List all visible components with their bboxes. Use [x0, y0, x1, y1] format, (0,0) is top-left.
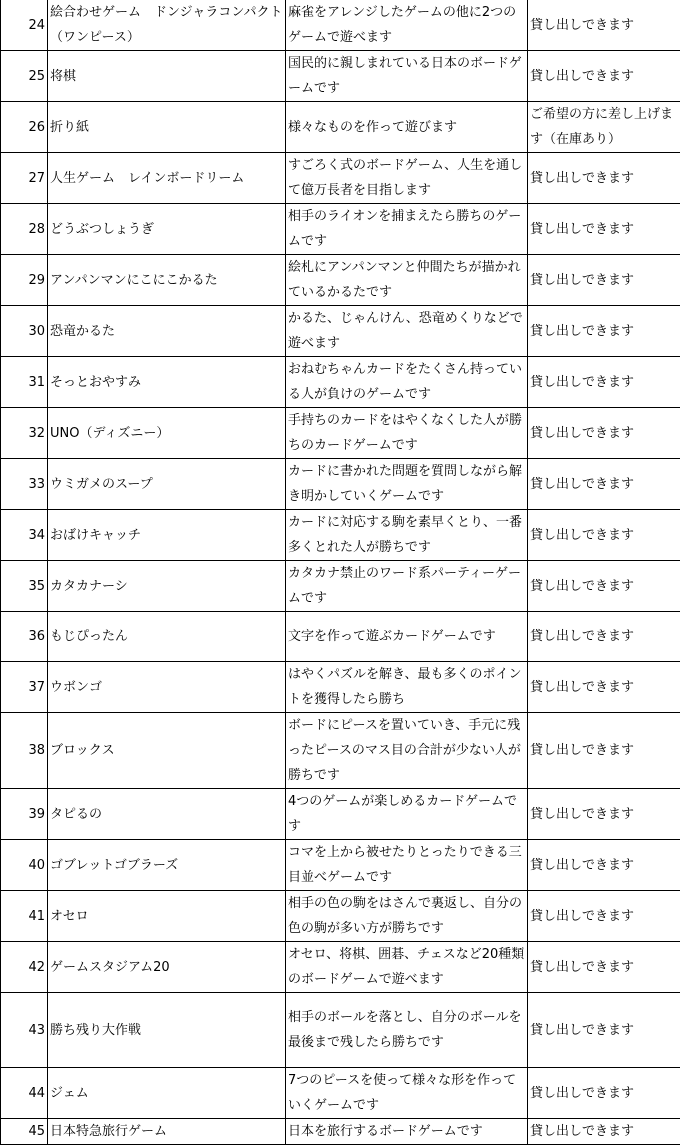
game-name: タピるの [48, 789, 286, 840]
table-row [1, 102, 680, 153]
lending-status: 貸し出しできます [528, 662, 680, 713]
table-row [1, 51, 680, 102]
game-name: 絵合わせゲーム ドンジャラコンパクト（ワンピース） [48, 0, 286, 51]
game-name: カタカナーシ [48, 561, 286, 612]
game-description: 絵札にアンパンマンと仲間たちが描かれているかるたです [286, 255, 528, 306]
lending-status: 貸し出しできます [528, 789, 680, 840]
table-row [1, 891, 680, 942]
game-description: 日本を旅行するボードゲームです [286, 1119, 528, 1145]
game-description: 文字を作って遊ぶカードゲームです [286, 612, 528, 662]
lending-status: 貸し出しできます [528, 993, 680, 1068]
game-name: 人生ゲーム レインボードリーム [48, 153, 286, 204]
game-description: 様々なものを作って遊びます [286, 102, 528, 153]
game-description: カードに対応する駒を素早くとり、一番多くとれた人が勝ちです [286, 510, 528, 561]
table-row [1, 942, 680, 993]
game-description: 相手のライオンを捕まえたら勝ちのゲームです [286, 204, 528, 255]
lending-status: 貸し出しできます [528, 153, 680, 204]
game-description: 手持ちのカードをはやくなくした人が勝ちのカードゲームです [286, 408, 528, 459]
game-list-body [1, 0, 680, 1145]
game-description: かるた、じゃんけん、恐竜めくりなどで遊べます [286, 306, 528, 357]
lending-status: 貸し出しできます [528, 840, 680, 891]
lending-status: 貸し出しできます [528, 1119, 680, 1145]
game-name: 勝ち残り大作戦 [48, 993, 286, 1068]
game-description: 相手の色の駒をはさんで裏返し、自分の色の駒が多い方が勝ちです [286, 891, 528, 942]
game-name: 将棋 [48, 51, 286, 102]
table-row [1, 993, 680, 1068]
lending-status: 貸し出しできます [528, 459, 680, 510]
table-row [1, 1119, 680, 1145]
lending-status: 貸し出しできます [528, 561, 680, 612]
lending-status: 貸し出しできます [528, 0, 680, 51]
game-description: おねむちゃんカードをたくさん持っている人が負けのゲームです [286, 357, 528, 408]
row-number: 31 [1, 357, 48, 408]
lending-status: 貸し出しできます [528, 408, 680, 459]
lending-status: 貸し出しできます [528, 713, 680, 789]
game-name: ゴブレットゴブラーズ [48, 840, 286, 891]
game-description: はやくパズルを解き、最も多くのポイントを獲得したら勝ち [286, 662, 528, 713]
table-row [1, 408, 680, 459]
row-number: 43 [1, 993, 48, 1068]
game-name: ウボンゴ [48, 662, 286, 713]
row-number: 37 [1, 662, 48, 713]
lending-status: 貸し出しできます [528, 306, 680, 357]
lending-status: 貸し出しできます [528, 204, 680, 255]
table-row [1, 612, 680, 662]
game-name: もじぴったん [48, 612, 286, 662]
game-name: ゲームスタジアム20 [48, 942, 286, 993]
table-row [1, 561, 680, 612]
game-name: ウミガメのスープ [48, 459, 286, 510]
row-number: 32 [1, 408, 48, 459]
row-number: 39 [1, 789, 48, 840]
game-name: 日本特急旅行ゲーム [48, 1119, 286, 1145]
game-description: 国民的に親しまれている日本のボードゲームです [286, 51, 528, 102]
game-name: オセロ [48, 891, 286, 942]
row-number: 36 [1, 612, 48, 662]
game-description: オセロ、将棋、囲碁、チェスなど20種類のボードゲームで遊べます [286, 942, 528, 993]
lending-status: 貸し出しできます [528, 891, 680, 942]
lending-status: 貸し出しできます [528, 942, 680, 993]
table-row [1, 662, 680, 713]
lending-status: 貸し出しできます [528, 255, 680, 306]
row-number: 26 [1, 102, 48, 153]
game-name: 折り紙 [48, 102, 286, 153]
row-number: 24 [1, 0, 48, 51]
game-name: そっとおやすみ [48, 357, 286, 408]
row-number: 30 [1, 306, 48, 357]
lending-status: 貸し出しできます [528, 1068, 680, 1119]
table-row [1, 1068, 680, 1119]
game-name: どうぶつしょうぎ [48, 204, 286, 255]
row-number: 34 [1, 510, 48, 561]
game-description: コマを上から被せたりとったりできる三目並べゲームです [286, 840, 528, 891]
lending-status: 貸し出しできます [528, 612, 680, 662]
table-row [1, 357, 680, 408]
table-row [1, 0, 680, 51]
game-description: 麻雀をアレンジしたゲームの他に2つのゲームで遊べます [286, 0, 528, 51]
game-description: すごろく式のボードゲーム、人生を通して億万長者を目指します [286, 153, 528, 204]
table-row [1, 255, 680, 306]
table-row [1, 789, 680, 840]
row-number: 33 [1, 459, 48, 510]
game-description: ボードにピースを置いていき、手元に残ったピースのマス目の合計が少ない人が勝ちです [286, 713, 528, 789]
table-row [1, 153, 680, 204]
game-name: UNO（ディズニー） [48, 408, 286, 459]
game-description: 7つのピースを使って様々な形を作っていくゲームです [286, 1068, 528, 1119]
lending-status: 貸し出しできます [528, 510, 680, 561]
lending-status: ご希望の方に差し上げます（在庫あり） [528, 102, 680, 153]
lending-status: 貸し出しできます [528, 51, 680, 102]
table-row [1, 713, 680, 789]
table-row [1, 306, 680, 357]
lending-status: 貸し出しできます [528, 357, 680, 408]
table-row [1, 510, 680, 561]
table-row [1, 459, 680, 510]
row-number: 35 [1, 561, 48, 612]
row-number: 44 [1, 1068, 48, 1119]
game-name: おばけキャッチ [48, 510, 286, 561]
row-number: 42 [1, 942, 48, 993]
row-number: 45 [1, 1119, 48, 1145]
row-number: 38 [1, 713, 48, 789]
table-row [1, 840, 680, 891]
row-number: 29 [1, 255, 48, 306]
row-number: 25 [1, 51, 48, 102]
game-description: カタカナ禁止のワード系パーティーゲームです [286, 561, 528, 612]
game-name: ブロックス [48, 713, 286, 789]
game-name: ジェム [48, 1068, 286, 1119]
game-description: 相手のボールを落とし、自分のボールを最後まで残したら勝ちです [286, 993, 528, 1068]
table-row [1, 204, 680, 255]
game-name: 恐竜かるた [48, 306, 286, 357]
row-number: 28 [1, 204, 48, 255]
game-description: 4つのゲームが楽しめるカードゲームです [286, 789, 528, 840]
game-name: アンパンマンにこにこかるた [48, 255, 286, 306]
row-number: 27 [1, 153, 48, 204]
game-description: カードに書かれた問題を質問しながら解き明かしていくゲームです [286, 459, 528, 510]
row-number: 41 [1, 891, 48, 942]
row-number: 40 [1, 840, 48, 891]
